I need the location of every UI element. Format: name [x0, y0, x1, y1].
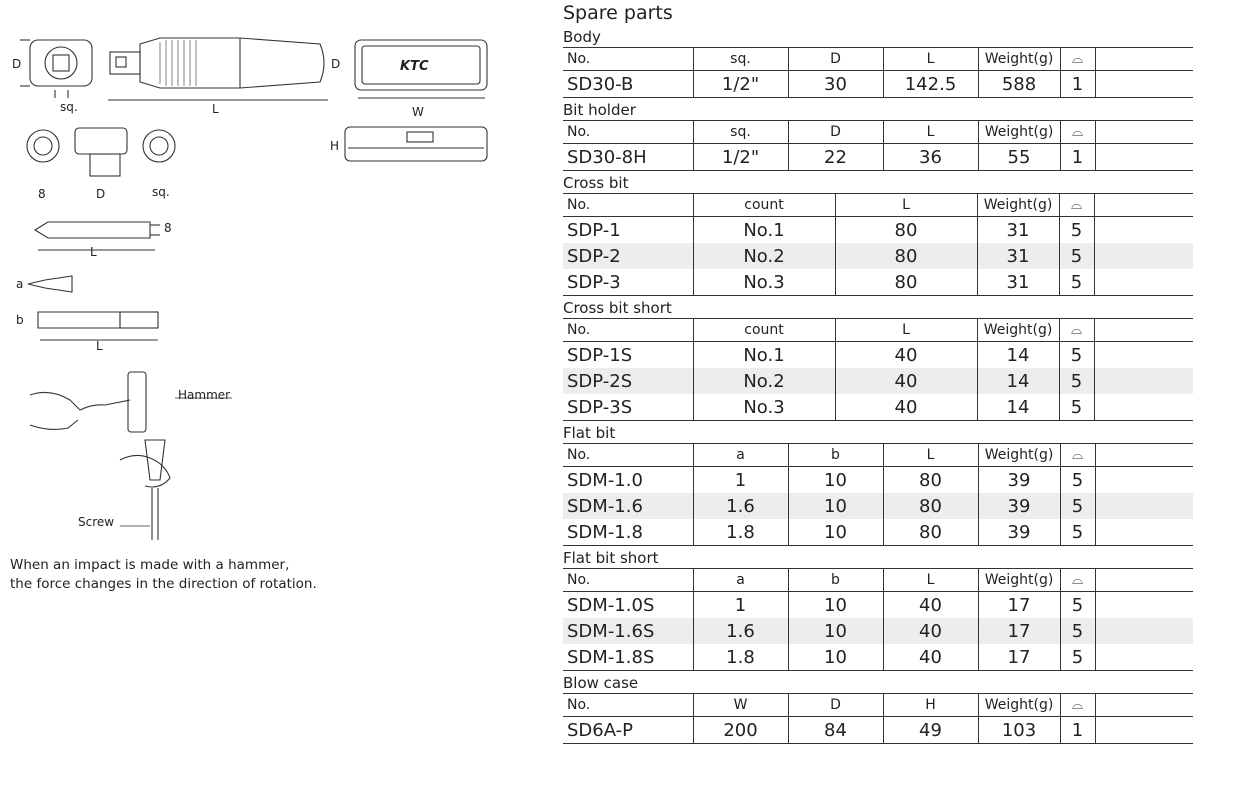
table-row — [563, 269, 1193, 296]
column-header: ⌓ — [1060, 444, 1095, 467]
table-cell: 1.8 — [693, 644, 788, 671]
dim-sq-holder: sq. — [152, 185, 170, 199]
empty-cell — [1094, 342, 1193, 369]
dim-8: 8 — [38, 187, 46, 201]
table-row — [563, 71, 1193, 98]
column-header: No. — [563, 319, 693, 342]
column-header: Weight(g) — [978, 48, 1060, 71]
table-row — [563, 592, 1193, 619]
table-cell: SD6A-P — [563, 717, 693, 744]
column-header: ⌓ — [1060, 694, 1095, 717]
empty-cell — [1095, 717, 1193, 744]
table-cell: 10 — [788, 493, 883, 519]
table-cell: No.3 — [693, 394, 835, 421]
table-cell: No.1 — [693, 342, 835, 369]
table-cell: 5 — [1059, 368, 1094, 394]
table-cell: 5 — [1059, 269, 1094, 296]
table-cell: 5 — [1060, 467, 1095, 494]
column-header: a — [693, 569, 788, 592]
table-cell: 1 — [1060, 717, 1095, 744]
table-cell: 30 — [788, 71, 883, 98]
table-cell: 84 — [788, 717, 883, 744]
parts-table — [563, 193, 1193, 296]
empty-header-cell — [1095, 444, 1193, 467]
empty-cell — [1094, 368, 1193, 394]
table-row — [563, 144, 1193, 171]
table-cell: 40 — [835, 342, 977, 369]
empty-cell — [1095, 592, 1193, 619]
empty-cell — [1095, 618, 1193, 644]
column-header: b — [788, 569, 883, 592]
empty-cell — [1095, 144, 1193, 171]
column-header: Weight(g) — [978, 121, 1060, 144]
table-cell: 1/2" — [693, 71, 788, 98]
table-cell: SDM-1.8S — [563, 644, 693, 671]
table-cell: SD30-8H — [563, 144, 693, 171]
column-header: W — [693, 694, 788, 717]
table-cell: SDP-3S — [563, 394, 693, 421]
column-header: Weight(g) — [978, 569, 1060, 592]
table-cell: 103 — [978, 717, 1060, 744]
column-header: D — [788, 48, 883, 71]
table-cell: SDP-1 — [567, 219, 621, 241]
table-cell: 5 — [1059, 394, 1094, 421]
table-row — [563, 467, 1193, 494]
table-cell: 36 — [883, 144, 978, 171]
empty-cell — [1095, 467, 1193, 494]
table-cell: 5 — [1059, 243, 1094, 269]
table-cell: 1/2" — [693, 144, 788, 171]
table-cell: 39 — [978, 519, 1060, 546]
table-cell: 80 — [835, 243, 977, 269]
dim-8-bit: 8 — [164, 221, 172, 235]
empty-header-cell — [1095, 121, 1193, 144]
table-cell: 49 — [883, 717, 978, 744]
section-title: Cross bit short — [563, 299, 672, 317]
table-cell: 40 — [883, 644, 978, 671]
dim-L-bit: L — [90, 245, 97, 259]
table-cell: 142.5 — [883, 71, 978, 98]
table-cell: 31 — [977, 243, 1059, 269]
table-cell: SDP-2S — [563, 368, 693, 394]
table-cell: 55 — [978, 144, 1060, 171]
table-cell: SD30-B — [563, 71, 693, 98]
parts-table — [563, 47, 1193, 98]
table-cell: 40 — [835, 394, 977, 421]
figure-panel — [0, 0, 560, 809]
column-header: Weight(g) — [978, 444, 1060, 467]
empty-header-cell — [1095, 48, 1193, 71]
label-b: b — [16, 313, 24, 327]
caption — [10, 556, 317, 594]
table-row — [563, 717, 1193, 744]
table-row — [563, 217, 1193, 244]
table-row — [563, 618, 1193, 644]
column-header: L — [883, 569, 978, 592]
column-header: ⌓ — [1060, 569, 1095, 592]
table-cell: 40 — [883, 618, 978, 644]
table-row — [563, 394, 1193, 421]
empty-cell — [1094, 394, 1193, 421]
table-cell: No.3 — [693, 269, 835, 296]
table-cell: SDM-1.0S — [567, 594, 655, 616]
table-cell: 80 — [883, 493, 978, 519]
empty-cell — [1095, 71, 1193, 98]
column-header: No. — [563, 121, 693, 144]
table-cell: No.2 — [693, 368, 835, 394]
table-cell: 39 — [978, 467, 1060, 494]
column-header: D — [788, 121, 883, 144]
dim-sq: sq. — [60, 100, 78, 114]
empty-header-cell — [1095, 694, 1193, 717]
column-header: No. — [563, 444, 693, 467]
table-cell: 10 — [788, 467, 883, 494]
table-cell: 10 — [788, 644, 883, 671]
screw-label: Screw — [78, 515, 115, 529]
column-header: sq. — [693, 121, 788, 144]
table-cell: 17 — [978, 618, 1060, 644]
table-cell: 31 — [977, 217, 1059, 244]
column-header: a — [693, 444, 788, 467]
caption-line-1: When an impact is made with a hammer, — [10, 557, 290, 573]
section-title: Flat bit — [563, 424, 616, 442]
table-cell: 17 — [978, 644, 1060, 671]
table-cell: 80 — [835, 217, 977, 244]
empty-cell — [1094, 269, 1193, 296]
column-header: L — [883, 48, 978, 71]
dim-D: D — [12, 57, 22, 71]
table-cell: SDM-1.8 — [563, 519, 693, 546]
parts-table — [563, 318, 1193, 421]
parts-table — [563, 693, 1193, 744]
table-cell: 17 — [978, 592, 1060, 619]
table-cell: No.2 — [693, 243, 835, 269]
table-cell: SDM-1.6S — [563, 618, 693, 644]
section-title: Cross bit — [563, 174, 629, 192]
table-row — [563, 243, 1193, 269]
table-cell: 14 — [977, 342, 1059, 369]
spare-parts-tables — [563, 25, 1193, 744]
column-header: sq. — [693, 48, 788, 71]
section-title: Flat bit short — [563, 549, 659, 567]
table-cell: SDP-2 — [563, 243, 693, 269]
table-cell: 10 — [788, 592, 883, 619]
table-cell: 5 — [1060, 519, 1095, 546]
label-a: a — [16, 277, 24, 291]
column-header: No. — [563, 694, 693, 717]
column-header: H — [883, 694, 978, 717]
table-cell: 5 — [1060, 493, 1095, 519]
column-header: count — [693, 194, 835, 217]
column-header: L — [883, 444, 978, 467]
table-cell: 5 — [1060, 592, 1095, 619]
table-cell: 1.6 — [693, 618, 788, 644]
technical-drawings — [0, 0, 560, 600]
table-cell: 1.6 — [693, 493, 788, 519]
column-header: b — [788, 444, 883, 467]
table-cell: 5 — [1060, 618, 1095, 644]
table-cell: No.1 — [693, 217, 835, 244]
empty-header-cell — [1094, 194, 1193, 217]
table-cell: 40 — [835, 368, 977, 394]
table-cell: 10 — [788, 618, 883, 644]
table-cell: SDP-1S — [567, 344, 633, 366]
table-cell: SDM-1.6 — [563, 493, 693, 519]
table-cell: 22 — [788, 144, 883, 171]
ktc-logo: KTC — [400, 59, 429, 74]
table-cell: SDM-1.0 — [567, 469, 643, 491]
column-header: No. — [563, 48, 693, 71]
table-cell: 80 — [883, 467, 978, 494]
parts-table — [563, 120, 1193, 171]
table-cell: 80 — [835, 269, 977, 296]
section-title: Bit holder — [563, 101, 636, 119]
page-title: Spare parts — [563, 2, 673, 24]
dim-L: L — [212, 102, 219, 116]
column-header: Weight(g) — [977, 194, 1059, 217]
table-cell: 10 — [788, 519, 883, 546]
table-cell: 14 — [977, 394, 1059, 421]
section-title: Body — [563, 28, 601, 46]
spare-parts-panel — [563, 0, 1193, 744]
column-header: L — [835, 194, 977, 217]
column-header: L — [835, 319, 977, 342]
column-header: ⌓ — [1060, 48, 1095, 71]
table-cell: 80 — [883, 519, 978, 546]
section-title: Blow case — [563, 674, 639, 692]
table-row — [563, 342, 1193, 369]
empty-cell — [1094, 217, 1193, 244]
table-row — [563, 519, 1193, 546]
empty-header-cell — [1094, 319, 1193, 342]
table-cell: 31 — [977, 269, 1059, 296]
column-header: count — [693, 319, 835, 342]
table-row — [563, 368, 1193, 394]
column-header: Weight(g) — [977, 319, 1059, 342]
table-cell: 5 — [1059, 342, 1094, 369]
dim-L-flat: L — [96, 339, 103, 353]
table-row — [563, 493, 1193, 519]
table-cell: 40 — [883, 592, 978, 619]
table-cell: 200 — [693, 717, 788, 744]
empty-cell — [1094, 243, 1193, 269]
empty-cell — [1095, 644, 1193, 671]
table-cell: 1 — [1060, 144, 1095, 171]
dim-D-case: D — [331, 57, 341, 71]
table-cell: 1 — [1060, 71, 1095, 98]
column-header: ⌓ — [1059, 194, 1094, 217]
table-cell: 1 — [693, 592, 788, 619]
column-header: No. — [563, 569, 693, 592]
table-row — [563, 644, 1193, 671]
table-cell: 1 — [693, 467, 788, 494]
column-header: No. — [563, 194, 693, 217]
parts-table — [563, 568, 1193, 671]
dim-H: H — [330, 139, 340, 153]
parts-table — [563, 443, 1193, 546]
column-header: ⌓ — [1060, 121, 1095, 144]
table-cell: 1.8 — [693, 519, 788, 546]
table-cell: 588 — [978, 71, 1060, 98]
caption-line-2: the force changes in the direction of rotation. — [10, 576, 317, 592]
table-cell: 14 — [977, 368, 1059, 394]
table-cell: 5 — [1060, 644, 1095, 671]
column-header: L — [883, 121, 978, 144]
empty-cell — [1095, 493, 1193, 519]
column-header: ⌓ — [1059, 319, 1094, 342]
dim-W: W — [412, 105, 424, 119]
column-header: Weight(g) — [978, 694, 1060, 717]
table-cell: SDP-3 — [563, 269, 693, 296]
table-cell: 5 — [1059, 217, 1094, 244]
empty-header-cell — [1095, 569, 1193, 592]
dim-D-holder: D — [96, 187, 106, 201]
table-cell: 39 — [978, 493, 1060, 519]
hammer-label: Hammer — [178, 388, 231, 402]
empty-cell — [1095, 519, 1193, 546]
column-header: D — [788, 694, 883, 717]
